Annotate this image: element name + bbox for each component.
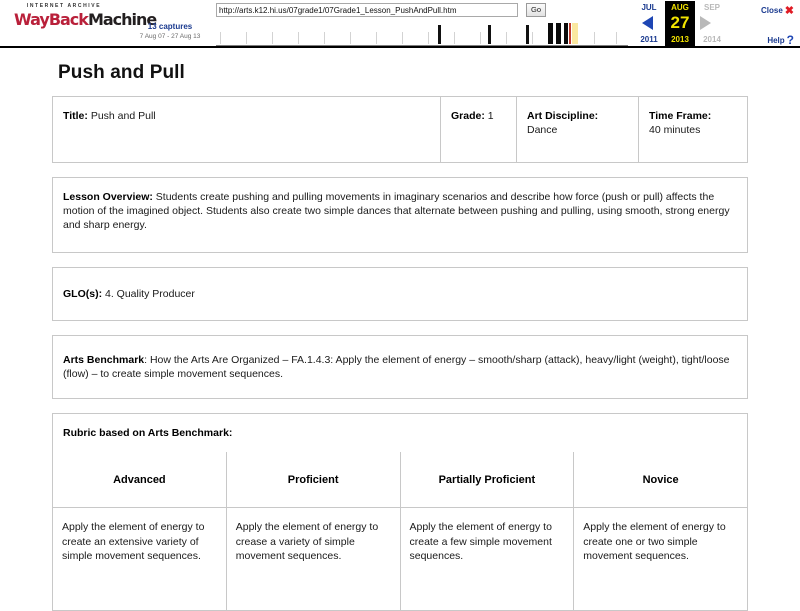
wayback-logo[interactable]: [14, 3, 157, 29]
capture-tick[interactable]: [454, 32, 455, 44]
capture-tick[interactable]: [526, 25, 529, 44]
close-label: Close: [760, 6, 783, 15]
rubric-section: [52, 413, 748, 611]
time-frame-value: 40 minutes: [649, 124, 701, 136]
date-navigator: [634, 1, 730, 47]
captures-summary: [128, 22, 212, 41]
wayback-toolbar: [0, 0, 800, 48]
arts-benchmark-text: : How the Arts Are Organized – FA.1.4.3: Apply the element of energy – smooth/sharp (attack), heavy/light (weight), tight/loose (flow) – to create simple movement sequences.: [63, 354, 730, 380]
captures-date-range: 7 Aug 07 - 27 Aug 13: [139, 33, 201, 40]
arts-benchmark-cell: [53, 336, 747, 398]
capture-tick[interactable]: [569, 23, 571, 44]
wordmark-machine: Machine: [87, 10, 157, 29]
capture-tick[interactable]: [488, 25, 491, 44]
lesson-page: [0, 62, 800, 611]
rubric-body-novice: Apply the element of energy to create one or two simple movement sequences.: [583, 521, 726, 562]
month-prev[interactable]: JUL: [641, 3, 657, 12]
glo-cell: [53, 268, 747, 320]
capture-tick[interactable]: [376, 32, 377, 44]
grade-cell: [441, 97, 517, 162]
capture-tick[interactable]: [480, 32, 481, 44]
year-prev[interactable]: 2011: [640, 35, 658, 44]
art-discipline-label: Art Discipline:: [527, 110, 599, 122]
wayback-machine-wordmark: [14, 10, 157, 29]
rubric-column-partially-proficient: [401, 452, 575, 610]
capture-tick[interactable]: [246, 32, 247, 44]
capture-tick[interactable]: [438, 25, 441, 44]
captures-count: 13 captures: [147, 22, 193, 31]
close-toolbar-button[interactable]: [761, 4, 794, 17]
capture-tick[interactable]: [350, 32, 351, 44]
art-discipline-value: Dance: [527, 124, 558, 136]
glo-value: 4. Quality Producer: [105, 288, 195, 300]
wordmark-way: WayBack: [14, 10, 88, 29]
capture-tick[interactable]: [616, 32, 617, 44]
year-current: 2013: [671, 35, 689, 44]
rubric-body-partially-proficient: Apply the element of energy to create a few simple movement sequences.: [409, 521, 552, 562]
rubric-header-novice: Novice: [574, 452, 747, 508]
time-frame-label: Time Frame:: [649, 110, 712, 122]
lesson-overview-card: [52, 177, 748, 253]
arts-benchmark-card: [52, 335, 748, 399]
rubric-column-novice: [574, 452, 747, 610]
rubric-body-proficient: Apply the element of energy to crease a variety of simple movement sequences.: [235, 521, 379, 562]
lesson-overview-text: Students create pushing and pulling movements in imaginary scenarios and describe how force (push or pull) affects the motion of the imagined object. Students also create two simple dances that alternate between pushing and pulling, using smooth, strong energy and sharp energy.: [63, 191, 730, 231]
capture-tick[interactable]: [324, 32, 325, 44]
rubric-column-advanced: [53, 452, 227, 610]
year-next[interactable]: 2014: [703, 35, 721, 44]
capture-tick[interactable]: [564, 23, 568, 44]
title-value: Push and Pull: [90, 110, 156, 122]
internet-archive-label: INTERNET ARCHIVE: [26, 3, 102, 9]
go-button[interactable]: Go: [526, 3, 546, 17]
help-label: Help: [767, 36, 785, 45]
page-title: Push and Pull: [58, 62, 185, 83]
rubric-heading: Rubric based on Arts Benchmark:: [63, 427, 233, 439]
help-button[interactable]: [767, 33, 794, 47]
art-discipline-cell: [517, 97, 639, 162]
month-current: AUG: [671, 3, 689, 12]
lesson-overview-cell: [53, 178, 747, 252]
grade-label: Grade:: [451, 110, 485, 122]
time-frame-cell: [639, 97, 747, 162]
year-row: [634, 34, 730, 45]
capture-tick[interactable]: [272, 32, 273, 44]
title-label: Title:: [63, 110, 88, 122]
rubric-body-advanced: Apply the element of energy to create an extensive variety of simple movement sequences.: [62, 521, 205, 562]
close-icon: ✖: [784, 5, 794, 17]
question-mark-icon: ?: [786, 33, 794, 47]
capture-tick[interactable]: [572, 23, 578, 44]
capture-tick[interactable]: [428, 32, 429, 44]
glo-card: [52, 267, 748, 321]
lesson-overview-label: Lesson Overview:: [63, 191, 153, 203]
capture-tick[interactable]: [548, 23, 553, 44]
rubric-header-proficient: Proficient: [227, 452, 400, 508]
capture-tick[interactable]: [220, 32, 221, 44]
capture-tick[interactable]: [556, 23, 561, 44]
capture-timeline[interactable]: [216, 22, 628, 46]
lesson-info-table: [52, 96, 748, 163]
grade-value: 1: [487, 110, 494, 122]
capture-tick[interactable]: [298, 32, 299, 44]
url-input[interactable]: [216, 3, 518, 17]
rubric-header-partially-proficient: Partially Proficient: [401, 452, 574, 508]
rubric-column-proficient: [227, 452, 401, 610]
url-bar: [216, 3, 556, 19]
next-capture-arrow-icon[interactable]: [700, 16, 711, 30]
month-next[interactable]: SEP: [703, 3, 720, 12]
rubric-table: [53, 452, 747, 610]
arts-benchmark-label: Arts Benchmark: [63, 354, 145, 366]
rubric-header-advanced: Advanced: [53, 452, 226, 508]
glo-label: GLO(s):: [63, 288, 103, 300]
previous-capture-arrow-icon[interactable]: [642, 16, 653, 30]
title-cell: [53, 97, 441, 162]
capture-tick[interactable]: [402, 32, 403, 44]
capture-tick[interactable]: [532, 32, 533, 44]
current-day-number: 27: [670, 13, 690, 32]
capture-tick[interactable]: [594, 32, 595, 44]
rubric-heading-cell: [53, 414, 747, 452]
capture-tick[interactable]: [506, 32, 507, 44]
